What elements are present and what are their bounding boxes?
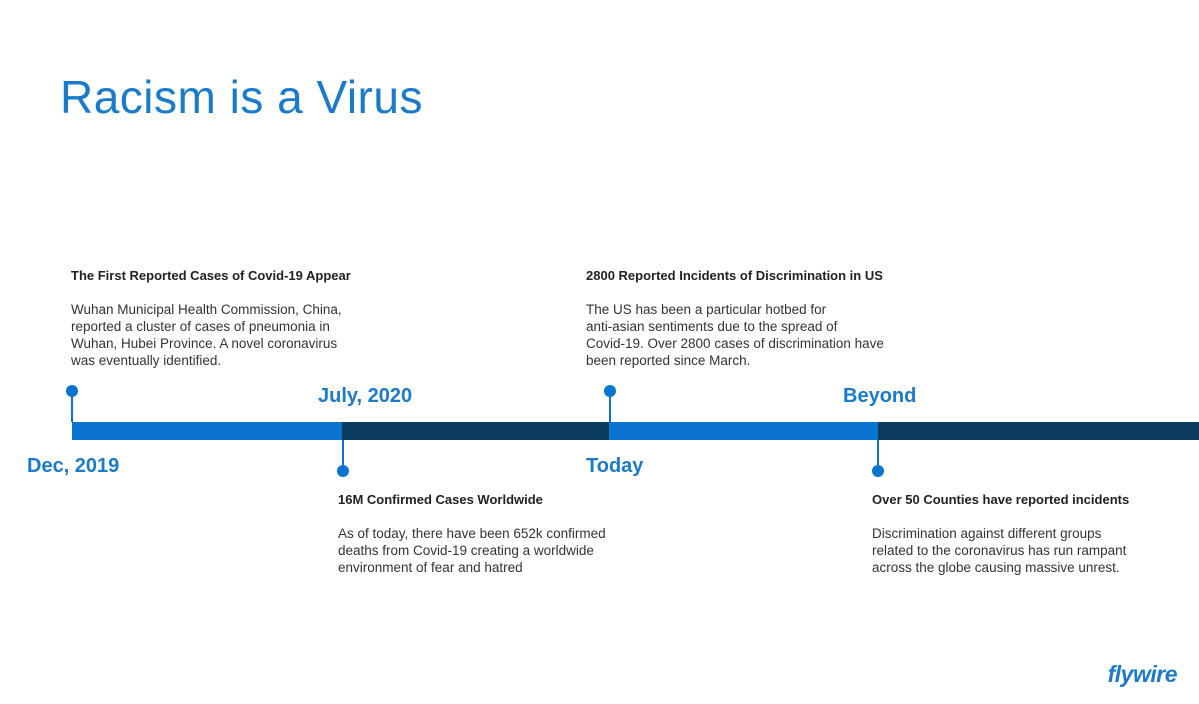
timeline-marker-4 — [872, 465, 884, 477]
event-heading: The First Reported Cases of Covid-19 Appear — [71, 268, 351, 283]
event-heading: Over 50 Counties have reported incidents — [872, 492, 1130, 507]
date-label-dec-2019: Dec, 2019 — [27, 455, 120, 477]
timeline-event-1 — [71, 268, 401, 369]
timeline-segment-4 — [878, 422, 1199, 440]
event-description: As of today, there have been 652k confirmed deaths from Covid-19 creating a worldwide environment of fear and hatred — [338, 526, 606, 575]
timeline-event-3 — [586, 268, 916, 369]
timeline-segment-3 — [609, 422, 878, 440]
event-description: The US has been a particular hotbed for anti-asian sentiments due to the spread of Covid-19. Over 2800 cases of discrimination have been reported since March. — [586, 302, 884, 368]
timeline-segment-1 — [72, 422, 342, 440]
timeline-event-4 — [872, 492, 1199, 576]
timeline-marker-2 — [337, 465, 349, 477]
timeline-event-2 — [338, 492, 668, 576]
flywire-logo: flywire — [1107, 661, 1177, 687]
event-heading: 2800 Reported Incidents of Discrimination in US — [586, 268, 883, 283]
date-label-today: Today — [586, 455, 644, 477]
timeline-marker-3 — [604, 385, 616, 397]
date-label-july-2020: July, 2020 — [318, 385, 413, 407]
event-description: Discrimination against different groups related to the coronavirus has run rampant across the globe causing massive unrest. — [872, 526, 1127, 575]
timeline-segment-2 — [342, 422, 609, 440]
event-heading: 16M Confirmed Cases Worldwide — [338, 492, 543, 507]
page-title: Racism is a Virus — [60, 71, 423, 123]
timeline-marker-1 — [66, 385, 78, 397]
event-description: Wuhan Municipal Health Commission, China, reported a cluster of cases of pneumonia in Wuhan, Hubei Province. A novel coronavirus was eventually identified. — [71, 302, 342, 368]
date-label-beyond: Beyond — [843, 385, 917, 407]
